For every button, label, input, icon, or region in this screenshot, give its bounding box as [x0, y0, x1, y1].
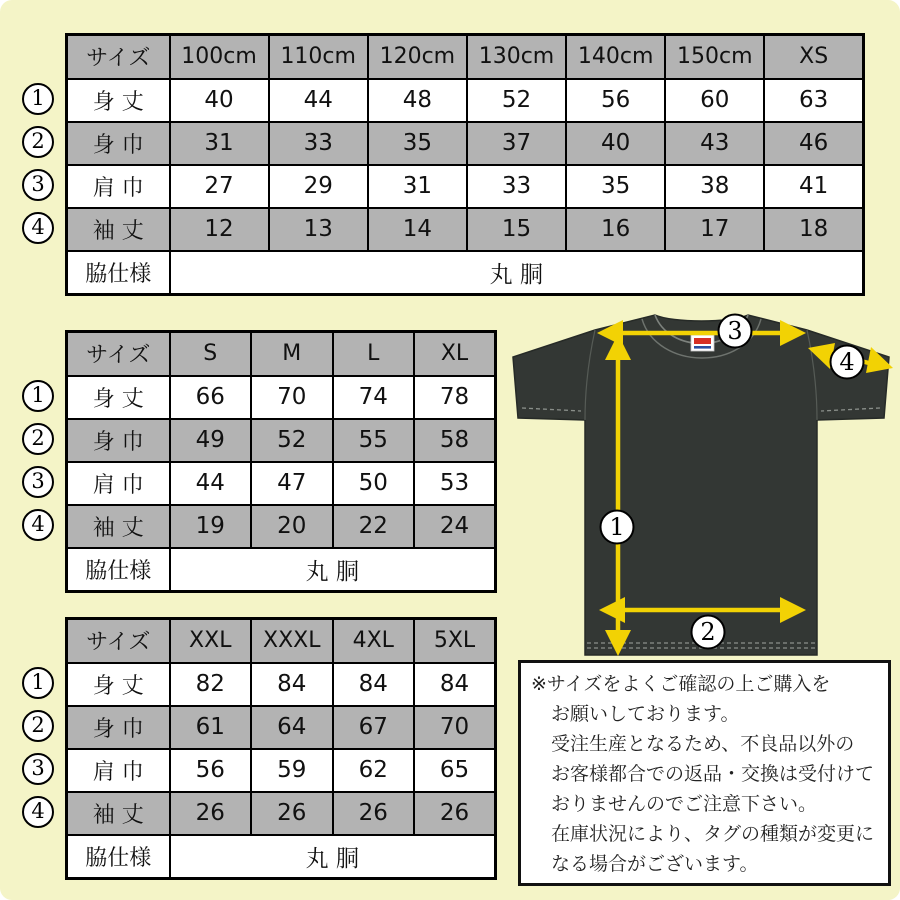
- footer-row: [67, 835, 496, 879]
- size-value: 58: [414, 419, 496, 462]
- table-row: [67, 706, 496, 749]
- column-header: 4XL: [333, 619, 415, 663]
- diagram-marker-1: [601, 511, 634, 544]
- size-value: 52: [251, 419, 333, 462]
- size-value: 19: [170, 505, 252, 548]
- size-value: 56: [566, 79, 665, 122]
- column-header: M: [251, 332, 333, 376]
- row-label: 袖 丈: [67, 505, 170, 548]
- size-value: 12: [170, 208, 269, 251]
- notice-box: [518, 660, 891, 886]
- column-header: 120cm: [368, 35, 467, 79]
- size-value: 18: [764, 208, 863, 251]
- size-value: 33: [467, 165, 566, 208]
- size-value: 26: [333, 792, 415, 835]
- circled-number: 4: [22, 212, 54, 244]
- size-value: 26: [170, 792, 252, 835]
- size-value: 26: [414, 792, 496, 835]
- svg-text:3: 3: [727, 317, 743, 345]
- big-size-table: [65, 617, 497, 880]
- size-value: 65: [414, 749, 496, 792]
- size-value: 70: [251, 376, 333, 419]
- row-label: 身 丈: [67, 79, 170, 122]
- notice-line: お客様都合での返品・交換は受付けて: [551, 763, 875, 785]
- size-value: 67: [333, 706, 415, 749]
- size-value: 50: [333, 462, 415, 505]
- row-label: 身 丈: [67, 376, 170, 419]
- size-value: 43: [665, 122, 764, 165]
- size-value: 74: [333, 376, 415, 419]
- column-header: 140cm: [566, 35, 665, 79]
- size-value: 20: [251, 505, 333, 548]
- size-value: 62: [333, 749, 415, 792]
- size-value: 27: [170, 165, 269, 208]
- diagram-marker-2: [692, 616, 725, 649]
- table-row: [67, 122, 864, 165]
- circled-number: 1: [22, 380, 54, 412]
- circled-number: 3: [22, 466, 54, 498]
- row-label: 身 巾: [67, 706, 170, 749]
- row-label: 袖 丈: [67, 208, 170, 251]
- notice-line: ※サイズをよくご確認の上ご購入を: [531, 673, 831, 695]
- size-value: 56: [170, 749, 252, 792]
- column-header: 110cm: [269, 35, 368, 79]
- size-value: 66: [170, 376, 252, 419]
- size-value: 47: [251, 462, 333, 505]
- column-header: S: [170, 332, 252, 376]
- size-value: 44: [170, 462, 252, 505]
- circled-number: 3: [22, 753, 54, 785]
- column-header: 130cm: [467, 35, 566, 79]
- size-value: 41: [764, 165, 863, 208]
- kids-size-table: [65, 33, 865, 296]
- size-value: 16: [566, 208, 665, 251]
- size-value: 70: [414, 706, 496, 749]
- table-row: [67, 208, 864, 251]
- column-header: 150cm: [665, 35, 764, 79]
- table-row: [67, 79, 864, 122]
- size-value: 55: [333, 419, 415, 462]
- size-value: 61: [170, 706, 252, 749]
- circled-number: 2: [22, 710, 54, 742]
- row-label: 身 丈: [67, 663, 170, 706]
- column-header: 100cm: [170, 35, 269, 79]
- size-value: 38: [665, 165, 764, 208]
- diagram-marker-3: [719, 315, 752, 348]
- circled-number: 1: [22, 667, 54, 699]
- row-label: 身 巾: [67, 122, 170, 165]
- size-value: 52: [467, 79, 566, 122]
- row-label: 袖 丈: [67, 792, 170, 835]
- adult-size-table: [65, 330, 497, 593]
- row-label: 肩 巾: [67, 462, 170, 505]
- circled-number: 4: [22, 796, 54, 828]
- size-value: 84: [251, 663, 333, 706]
- size-value: 84: [333, 663, 415, 706]
- size-value: 29: [269, 165, 368, 208]
- table-row: [67, 376, 496, 419]
- footer-value: 丸 胴: [170, 251, 864, 295]
- size-value: 84: [414, 663, 496, 706]
- table-row: [67, 749, 496, 792]
- size-value: 63: [764, 79, 863, 122]
- notice-line: お願いしております。: [551, 703, 740, 725]
- column-header: XL: [414, 332, 496, 376]
- size-value: 40: [566, 122, 665, 165]
- size-value: 33: [269, 122, 368, 165]
- size-table-section-adult: [31, 330, 497, 593]
- size-table-section-big: [31, 617, 497, 880]
- circled-number: 1: [22, 83, 54, 115]
- notice-line: 在庫状況により、タグの種類が変更に: [551, 823, 875, 845]
- table-row: [67, 165, 864, 208]
- size-value: 78: [414, 376, 496, 419]
- diagram-marker-4: [831, 346, 864, 379]
- column-header: L: [333, 332, 415, 376]
- size-value: 37: [467, 122, 566, 165]
- column-header: 5XL: [414, 619, 496, 663]
- footer-value: 丸 胴: [170, 548, 496, 592]
- size-value: 46: [764, 122, 863, 165]
- size-value: 22: [333, 505, 415, 548]
- row-label: 肩 巾: [67, 749, 170, 792]
- notice-line: なる場合がございます。: [551, 853, 759, 875]
- size-value: 48: [368, 79, 467, 122]
- size-value: 60: [665, 79, 764, 122]
- size-value: 13: [269, 208, 368, 251]
- size-header-label: サイズ: [67, 619, 170, 663]
- footer-label: 脇仕様: [67, 251, 170, 295]
- footer-label: 脇仕様: [67, 835, 170, 879]
- circled-number: 4: [22, 509, 54, 541]
- footer-label: 脇仕様: [67, 548, 170, 592]
- column-header: XXL: [170, 619, 252, 663]
- size-value: 59: [251, 749, 333, 792]
- footer-value: 丸 胴: [170, 835, 496, 879]
- table-row: [67, 792, 496, 835]
- row-label: 身 巾: [67, 419, 170, 462]
- circled-number: 2: [22, 423, 54, 455]
- notice-line: おりませんのでご注意下さい。: [551, 793, 818, 815]
- svg-text:1: 1: [609, 513, 625, 541]
- size-value: 14: [368, 208, 467, 251]
- size-value: 35: [566, 165, 665, 208]
- table-row: [67, 419, 496, 462]
- notice-line: 受注生産となるため、不良品以外の: [551, 733, 855, 755]
- row-label: 肩 巾: [67, 165, 170, 208]
- circled-number: 2: [22, 126, 54, 158]
- size-value: 31: [368, 165, 467, 208]
- table-row: [67, 663, 496, 706]
- size-value: 53: [414, 462, 496, 505]
- table-row: [67, 505, 496, 548]
- svg-text:2: 2: [700, 618, 716, 646]
- size-value: 64: [251, 706, 333, 749]
- size-header-label: サイズ: [67, 35, 170, 79]
- size-value: 15: [467, 208, 566, 251]
- svg-text:4: 4: [839, 348, 855, 376]
- footer-row: [67, 251, 864, 295]
- column-header: XXXL: [251, 619, 333, 663]
- size-value: 35: [368, 122, 467, 165]
- column-header: XS: [764, 35, 863, 79]
- size-value: 31: [170, 122, 269, 165]
- size-value: 82: [170, 663, 252, 706]
- size-value: 24: [414, 505, 496, 548]
- size-header-label: サイズ: [67, 332, 170, 376]
- size-value: 17: [665, 208, 764, 251]
- size-table-section-kids: [31, 33, 865, 296]
- table-row: [67, 462, 496, 505]
- size-value: 44: [269, 79, 368, 122]
- brand-tag-icon: [691, 335, 714, 351]
- tshirt-measurement-diagram: [505, 306, 897, 660]
- size-value: 26: [251, 792, 333, 835]
- footer-row: [67, 548, 496, 592]
- size-value: 40: [170, 79, 269, 122]
- circled-number: 3: [22, 169, 54, 201]
- size-value: 49: [170, 419, 252, 462]
